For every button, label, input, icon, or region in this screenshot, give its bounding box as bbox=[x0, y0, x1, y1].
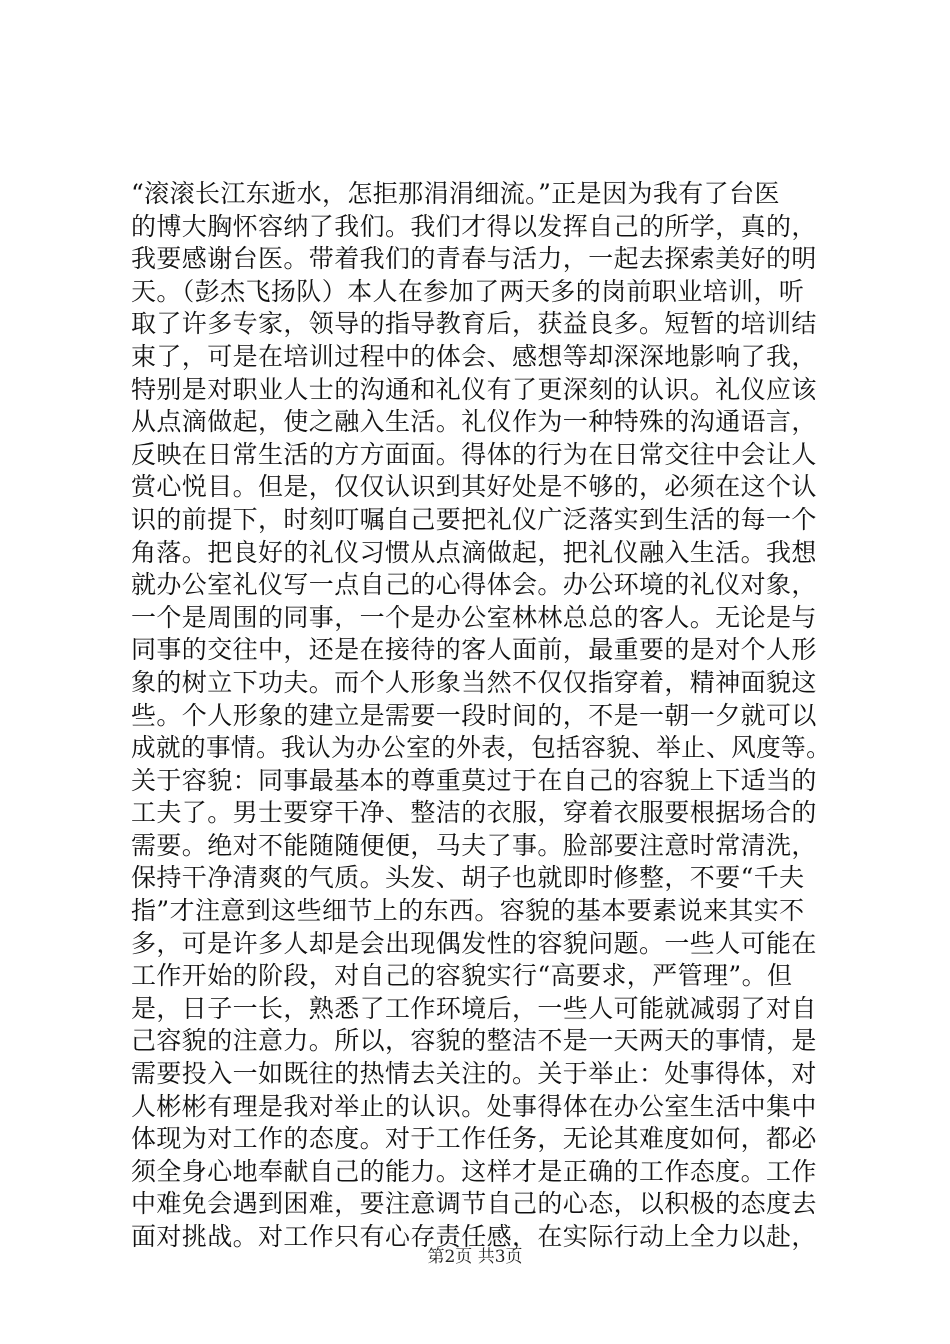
text-line: 特别是对职业人士的沟通和礼仪有了更深刻的认识。礼仪应该 bbox=[131, 374, 817, 404]
text-line: 须全身心地奉献自己的能力。这样才是正确的工作态度。工作 bbox=[131, 1156, 817, 1186]
text-line: 我要感谢台医。带着我们的青春与活力，一起去探索美好的明 bbox=[131, 244, 817, 274]
text-line: 中难免会遇到困难，要注意调节自己的心态，以积极的态度去 bbox=[131, 1189, 817, 1219]
text-line: 关于容貌：同事最基本的尊重莫过于在自己的容貌上下适当的 bbox=[131, 765, 817, 795]
text-line: 需要。绝对不能随随便便，马夫了事。脸部要注意时常清洗， bbox=[131, 830, 817, 860]
text-line: 是，日子一长，熟悉了工作环境后，一些人可能就减弱了对自 bbox=[131, 993, 817, 1023]
text-line: 需要投入一如既往的热情去关注的。关于举止：处事得体，对 bbox=[131, 1059, 817, 1089]
text-line: 指”才注意到这些细节上的东西。容貌的基本要素说来其实不 bbox=[131, 896, 805, 926]
text-line: 束了，可是在培训过程中的体会、感想等却深深地影响了我， bbox=[131, 341, 817, 371]
page-footer: 第2页 共3页 bbox=[427, 1247, 523, 1267]
text-line: 就办公室礼仪写一点自己的心得体会。办公环境的礼仪对象， bbox=[131, 570, 817, 600]
text-line: 面对挑战。对工作只有心存责任感，在实际行动上全力以赴， bbox=[131, 1222, 817, 1251]
text-line: 成就的事情。我认为办公室的外表，包括容貌、举止、风度等。 bbox=[131, 733, 832, 763]
text-line: 己容貌的注意力。所以，容貌的整洁不是一天两天的事情，是 bbox=[131, 1026, 817, 1056]
text-line: 象的树立下功夫。而个人形象当然不仅仅指穿着，精神面貌这 bbox=[131, 667, 817, 697]
text-line: 同事的交往中，还是在接待的客人面前，最重要的是对个人形 bbox=[131, 635, 817, 665]
text-line: 工作开始的阶段，对自己的容貌实行“高要求，严管理”。但 bbox=[131, 961, 793, 991]
text-line: 的博大胸怀容纳了我们。我们才得以发挥自己的所学，真的， bbox=[131, 211, 817, 241]
text-line: 天。（彭杰飞扬队）本人在参加了两天多的岗前职业培训，听 bbox=[131, 276, 805, 306]
text-line: 角落。把良好的礼仪习惯从点滴做起，把礼仪融入生活。我想 bbox=[131, 537, 817, 567]
text-line: 人彬彬有理是我对举止的认识。处事得体在办公室生活中集中 bbox=[131, 1091, 817, 1121]
text-line: 取了许多专家，领导的指导教育后，获益良多。短暂的培训结 bbox=[131, 309, 817, 339]
text-line: 些。个人形象的建立是需要一段时间的，不是一朝一夕就可以 bbox=[131, 700, 817, 730]
text-line: 从点滴做起，使之融入生活。礼仪作为一种特殊的沟通语言， bbox=[131, 407, 817, 437]
text-line: 多，可是许多人却是会出现偶发性的容貌问题。一些人可能在 bbox=[131, 928, 817, 958]
body-text bbox=[131, 178, 831, 1254]
text-line: 保持干净清爽的气质。头发、胡子也就即时修整，不要“千夫 bbox=[131, 863, 805, 893]
text-line: 反映在日常生活的方方面面。得体的行为在日常交往中会让人 bbox=[131, 439, 817, 469]
text-line: 工夫了。男士要穿干净、整洁的衣服，穿着衣服要根据场合的 bbox=[131, 798, 817, 828]
text-line: 赏心悦目。但是，仅仅认识到其好处是不够的，必须在这个认 bbox=[131, 472, 817, 502]
text-line: 体现为对工作的态度。对于工作任务，无论其难度如何，都必 bbox=[131, 1124, 817, 1154]
text-line: 一个是周围的同事，一个是办公室林林总总的客人。无论是与 bbox=[131, 602, 817, 632]
text-line: “滚滚长江东逝水，怎拒那涓涓细流。”正是因为我有了台医 bbox=[131, 179, 780, 208]
text-line: 识的前提下，时刻叮嘱自己要把礼仪广泛落实到生活的每一个 bbox=[131, 504, 817, 534]
